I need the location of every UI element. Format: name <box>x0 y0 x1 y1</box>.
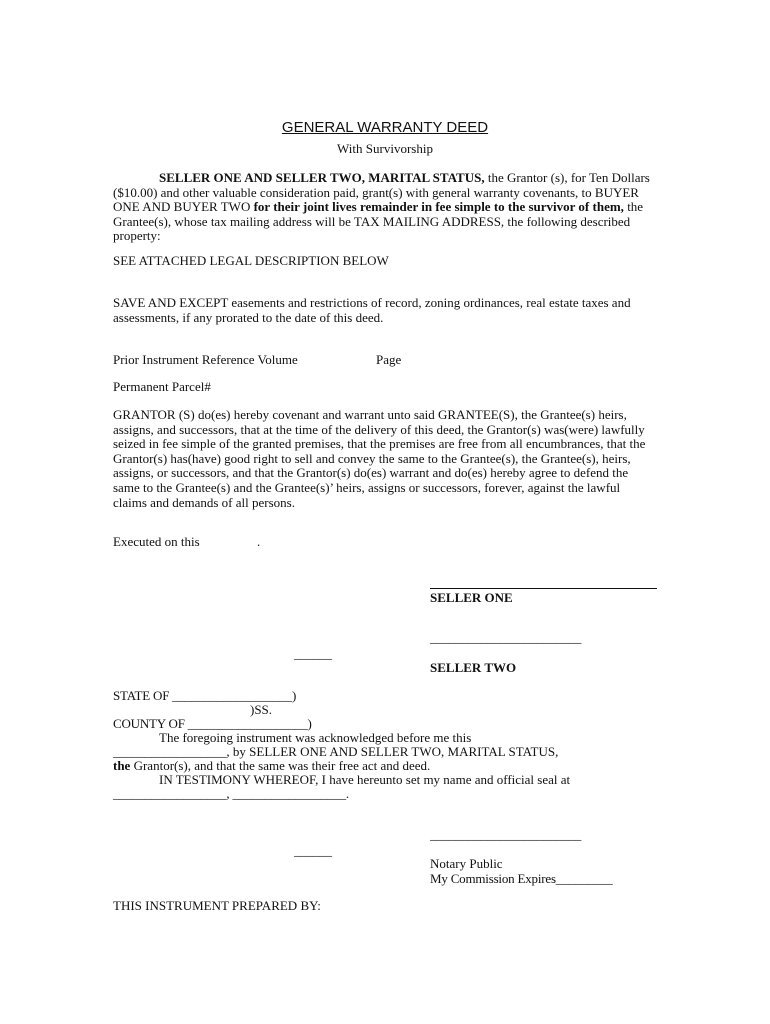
document-title: GENERAL WARRANTY DEED <box>281 119 489 136</box>
executed-label: Executed on this <box>113 534 200 549</box>
intro-text-1: the Grantor (s), for Ten Dollars ($10.00) and other valuable consideration paid, grant(s) with general warranty covenants, to BUYER ONE AND BUYER TWO <box>113 170 650 215</box>
seller-two-date-blank: ______ <box>294 646 332 661</box>
seller-one-label: SELLER ONE <box>430 590 513 605</box>
intro-text-2: the Grantee(s), whose tax mailing address will be TAX MAILING ADDRESS, the following described property: <box>113 199 644 244</box>
permanent-parcel-label: Permanent Parcel# <box>113 379 211 394</box>
prior-instrument-label: Prior Instrument Reference Volume <box>113 352 298 367</box>
intro-paragraph <box>113 171 653 244</box>
ss-label: )SS. <box>250 702 273 717</box>
county-of-line: COUNTY OF ___________________) <box>113 716 312 731</box>
commission-expires: My Commission Expires_________ <box>430 871 613 886</box>
save-and-except: SAVE AND EXCEPT easements and restrictions of record, zoning ordinances, real estate taxes and assessments, if any prorated to the date of this deed. <box>113 295 631 325</box>
seller-one-signature-line <box>430 588 657 589</box>
acknowledgment-line-3: the Grantor(s), and that the same was their free act and deed. <box>113 758 431 773</box>
survivorship-clause: for their joint lives remainder in fee simple to the survivor of them, <box>253 199 624 215</box>
notary-signature-line: ________________________ <box>430 827 582 842</box>
acknowledgment-line-1: The foregoing instrument was acknowledged before me this <box>159 730 472 745</box>
page-label: Page <box>376 352 402 367</box>
acknowledgment-line-2: __________________, by SELLER ONE AND SELLER TWO, MARITAL STATUS, <box>113 744 559 759</box>
testimony-blanks: __________________, __________________. <box>113 786 349 801</box>
notary-public-label: Notary Public <box>430 856 503 871</box>
covenant-paragraph: GRANTOR (S) do(es) hereby covenant and warrant unto said GRANTEE(S), the Grantee(s) heirs, assigns, and successors, that at the time of the delivery of this deed, the Grantor(s) was(were) lawfully seized in fee simple of the granted premises, that the premises are free from all encumbrances, that the Grantor(s) has(have) good right to sell and convey the same to the Grantee(s), the Grantee(s), heirs, assigns, or successors, and that the Grantor(s) do(es) warrant and do(es) hereby agree to defend the same to the Grantee(s) and the Grantee(s)’ heirs, assigns or successors, forever, against the lawful claims and demands of all persons. <box>113 407 646 510</box>
prepared-by-label: THIS INSTRUMENT PREPARED BY: <box>113 898 321 913</box>
document-subtitle: With Survivorship <box>337 141 433 156</box>
seller-two-label: SELLER TWO <box>430 660 517 675</box>
legal-description: SEE ATTACHED LEGAL DESCRIPTION BELOW <box>113 253 389 268</box>
notary-date-blank: ______ <box>294 843 332 858</box>
executed-period: . <box>257 534 261 549</box>
seller-two-signature-line: ________________________ <box>430 630 582 645</box>
grantor-names: SELLER ONE AND SELLER TWO, MARITAL STATUS, <box>159 170 485 185</box>
state-of-line: STATE OF ___________________) <box>113 688 297 703</box>
testimony-line: IN TESTIMONY WHEREOF, I have hereunto set my name and official seal at <box>159 772 571 787</box>
